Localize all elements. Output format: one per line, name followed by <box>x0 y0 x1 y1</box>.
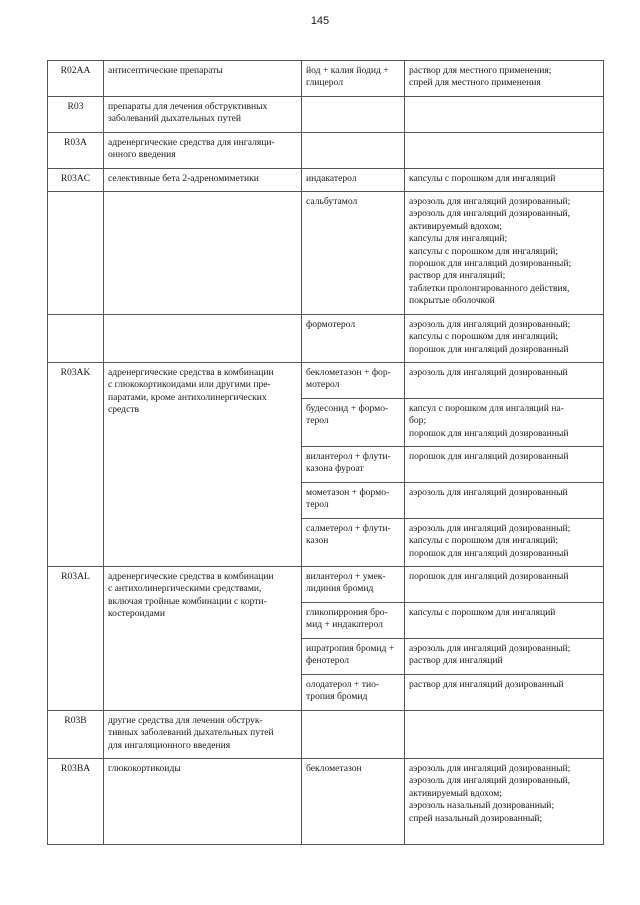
table-row <box>48 133 604 169</box>
group-name-cell <box>104 97 302 133</box>
cell-text-line: формотерол <box>306 319 356 330</box>
atc-code-cell <box>48 711 104 759</box>
group-name-cell <box>104 315 302 363</box>
cell-text-line: бор; <box>409 415 427 427</box>
cell-text-line: будесонид + формо- <box>306 403 389 414</box>
substance-cell <box>302 315 405 363</box>
cell-text-line: аэрозоль для ингаляций дозированный; <box>409 523 571 534</box>
cell-text-line: порошок для ингаляций дозированный <box>409 427 569 439</box>
cell-text-line: R03BA <box>60 763 91 774</box>
group-name-cell <box>104 192 302 315</box>
cell-text-line: глицерол <box>306 77 344 89</box>
cell-text-line: капсулы с порошком для ингаляций; <box>409 331 559 343</box>
cell-text-line: активируемый вдохом; <box>409 220 502 232</box>
atc-code-cell <box>48 759 104 845</box>
cell-text-line: костероидами <box>108 608 165 620</box>
atc-code-cell <box>48 169 104 192</box>
cell-text-line: казона фуроат <box>306 463 364 475</box>
dosage-forms-cell <box>405 447 604 483</box>
atc-code-cell <box>48 192 104 315</box>
cell-text-line: аэрозоль для ингаляций дозированный; <box>409 319 571 330</box>
cell-text-line: антисептические препараты <box>108 65 223 76</box>
cell-text-line: раствор для ингаляций дозированный <box>409 679 564 690</box>
substance-cell <box>302 567 405 603</box>
substance-cell <box>302 519 405 567</box>
cell-text-line: активируемый вдохом; <box>409 787 502 799</box>
cell-text-line: паратами, кроме антихолинергических <box>108 391 267 403</box>
page-number: 145 <box>310 15 330 27</box>
cell-text-line: R03AC <box>60 173 91 184</box>
cell-text-line: мид + индакатерол <box>306 619 383 631</box>
substance-cell <box>302 192 405 315</box>
cell-text-line: аэрозоль для ингаляций дозированный, <box>409 775 571 787</box>
cell-text-line: мотерол <box>306 379 340 391</box>
cell-text-line: капсулы с порошком для ингаляций <box>409 607 556 618</box>
cell-text-line: беклометазон + фор- <box>306 367 391 378</box>
group-name-cell <box>104 133 302 169</box>
cell-text-line: другие средства для лечения обструк- <box>108 715 263 726</box>
substance-cell <box>302 399 405 447</box>
table-row <box>48 363 604 399</box>
cell-text-line: фенотерол <box>306 655 349 667</box>
cell-text-line: мометазон + формо- <box>306 487 390 498</box>
atc-code-cell <box>48 133 104 169</box>
cell-text-line: терол <box>306 499 329 511</box>
cell-text-line: аэрозоль для ингаляций дозированный, <box>409 208 571 220</box>
cell-text-line: R03AK <box>60 367 91 378</box>
cell-text-line: онного введения <box>108 149 176 161</box>
substance-cell <box>302 603 405 639</box>
group-name-cell <box>104 711 302 759</box>
cell-text-line: порошок для ингаляций дозированный <box>409 343 569 355</box>
cell-text-line: капсулы с порошком для ингаляций; <box>409 245 559 257</box>
cell-text-line: порошок для ингаляций дозированный <box>409 571 569 582</box>
cell-text-line: индакатерол <box>306 173 357 184</box>
table-body <box>48 61 604 845</box>
cell-text-line: R03B <box>64 715 87 726</box>
cell-text-line: с антихолинергическими средствами, <box>108 583 262 595</box>
group-name-cell <box>104 61 302 97</box>
substance-cell <box>302 61 405 97</box>
table-row <box>48 711 604 759</box>
cell-text-line: аэрозоль для ингаляций дозированный <box>409 367 568 378</box>
dosage-forms-cell <box>405 483 604 519</box>
cell-text-line: ипратропия бромид + <box>306 643 395 654</box>
cell-text-line: аэрозоль для ингаляций дозированный; <box>409 643 571 654</box>
substance-cell <box>302 169 405 192</box>
group-name-cell <box>104 363 302 567</box>
cell-text-line: спрей назальный дозированный; <box>409 812 543 824</box>
cell-text-line: тивных заболеваний дыхательных путей <box>108 727 274 739</box>
dosage-forms-cell <box>405 133 604 169</box>
cell-text-line: порошок для ингаляций дозированный <box>409 451 569 462</box>
substance-cell <box>302 483 405 519</box>
cell-text-line: раствор для местного применения; <box>409 65 552 76</box>
atc-code-cell <box>48 363 104 567</box>
cell-text-line: препараты для лечения обструктивных <box>108 101 268 112</box>
cell-text-line: адренергические средства в комбинации <box>108 367 274 378</box>
group-name-cell <box>104 759 302 845</box>
table-row <box>48 759 604 845</box>
substance-cell <box>302 363 405 399</box>
cell-text-line: R03A <box>64 137 87 148</box>
cell-text-line: аэрозоль для ингаляций дозированный <box>409 487 568 498</box>
dosage-forms-cell <box>405 759 604 845</box>
dosage-forms-cell <box>405 603 604 639</box>
cell-text-line: покрытые оболочкой <box>409 295 495 307</box>
cell-text-line: лидиния бромид <box>306 583 374 595</box>
cell-text-line: казон <box>306 535 329 547</box>
cell-text-line: гликопиррония бро- <box>306 607 388 618</box>
substance-cell <box>302 97 405 133</box>
cell-text-line: порошок для ингаляций дозированный; <box>409 258 572 270</box>
dosage-forms-cell <box>405 399 604 447</box>
substance-cell <box>302 759 405 845</box>
cell-text-line: селективные бета 2-адреномиметики <box>108 173 259 184</box>
cell-text-line: глюкокортикоиды <box>108 763 181 774</box>
cell-text-line: R02AA <box>60 65 91 76</box>
drug-classification-table <box>47 60 604 845</box>
atc-code-cell <box>48 97 104 133</box>
cell-text-line: раствор для ингаляций <box>409 655 503 667</box>
cell-text-line: терол <box>306 415 329 427</box>
atc-code-cell <box>48 61 104 97</box>
cell-text-line: с глюкокортикоидами или другими пре- <box>108 379 271 391</box>
cell-text-line: таблетки пролонгированного действия, <box>409 282 570 294</box>
cell-text-line: капсулы с порошком для ингаляций; <box>409 535 559 547</box>
cell-text-line: аэрозоль для ингаляций дозированный; <box>409 196 571 207</box>
cell-text-line: раствор для ингаляций; <box>409 270 506 282</box>
cell-text-line: вилантерол + флути- <box>306 451 391 462</box>
cell-text-line: олодатерол + тио- <box>306 679 380 690</box>
dosage-forms-cell <box>405 639 604 675</box>
cell-text-line: капсулы для ингаляций; <box>409 233 508 245</box>
cell-text-line: беклометазон <box>306 763 362 774</box>
cell-text-line: спрей для местного применения <box>409 77 541 89</box>
dosage-forms-cell <box>405 192 604 315</box>
table-row <box>48 567 604 603</box>
cell-text-line: средств <box>108 404 140 416</box>
substance-cell <box>302 711 405 759</box>
group-name-cell <box>104 169 302 192</box>
table-row <box>48 192 604 315</box>
cell-text-line: капсул с порошком для ингаляций на- <box>409 403 564 414</box>
cell-text-line: для ингаляционного введения <box>108 739 231 751</box>
cell-text-line: аэрозоль назальный дозированный; <box>409 800 555 812</box>
dosage-forms-cell <box>405 169 604 192</box>
table-row <box>48 61 604 97</box>
cell-text-line: сальбутамол <box>306 196 358 207</box>
cell-text-line: заболеваний дыхательных путей <box>108 113 242 125</box>
dosage-forms-cell <box>405 567 604 603</box>
cell-text-line: салметерол + флути- <box>306 523 391 534</box>
dosage-forms-cell <box>405 363 604 399</box>
dosage-forms-cell <box>405 519 604 567</box>
dosage-forms-cell <box>405 675 604 711</box>
cell-text-line: адренергические средства для ингаляци- <box>108 137 275 148</box>
cell-text-line: порошок для ингаляций дозированный <box>409 547 569 559</box>
cell-text-line: капсулы с порошком для ингаляций <box>409 173 556 184</box>
cell-text-line: R03 <box>67 101 84 112</box>
cell-text-line: включая тройные комбинации с корти- <box>108 595 267 607</box>
table-row <box>48 315 604 363</box>
cell-text-line: адренергические средства в комбинации <box>108 571 274 582</box>
atc-code-cell <box>48 315 104 363</box>
dosage-forms-cell <box>405 711 604 759</box>
dosage-forms-cell <box>405 61 604 97</box>
cell-text-line: тропия бромид <box>306 691 368 703</box>
dosage-forms-cell <box>405 97 604 133</box>
cell-text-line: вилантерол + умек- <box>306 571 386 582</box>
substance-cell <box>302 639 405 675</box>
substance-cell <box>302 133 405 169</box>
cell-text-line: йод + калия йодид + <box>306 65 389 76</box>
cell-text-line: R03AL <box>61 571 90 582</box>
substance-cell <box>302 675 405 711</box>
dosage-forms-cell <box>405 315 604 363</box>
table-row <box>48 169 604 192</box>
cell-text-line: аэрозоль для ингаляций дозированный; <box>409 763 571 774</box>
table-row <box>48 97 604 133</box>
substance-cell <box>302 447 405 483</box>
group-name-cell <box>104 567 302 711</box>
atc-code-cell <box>48 567 104 711</box>
